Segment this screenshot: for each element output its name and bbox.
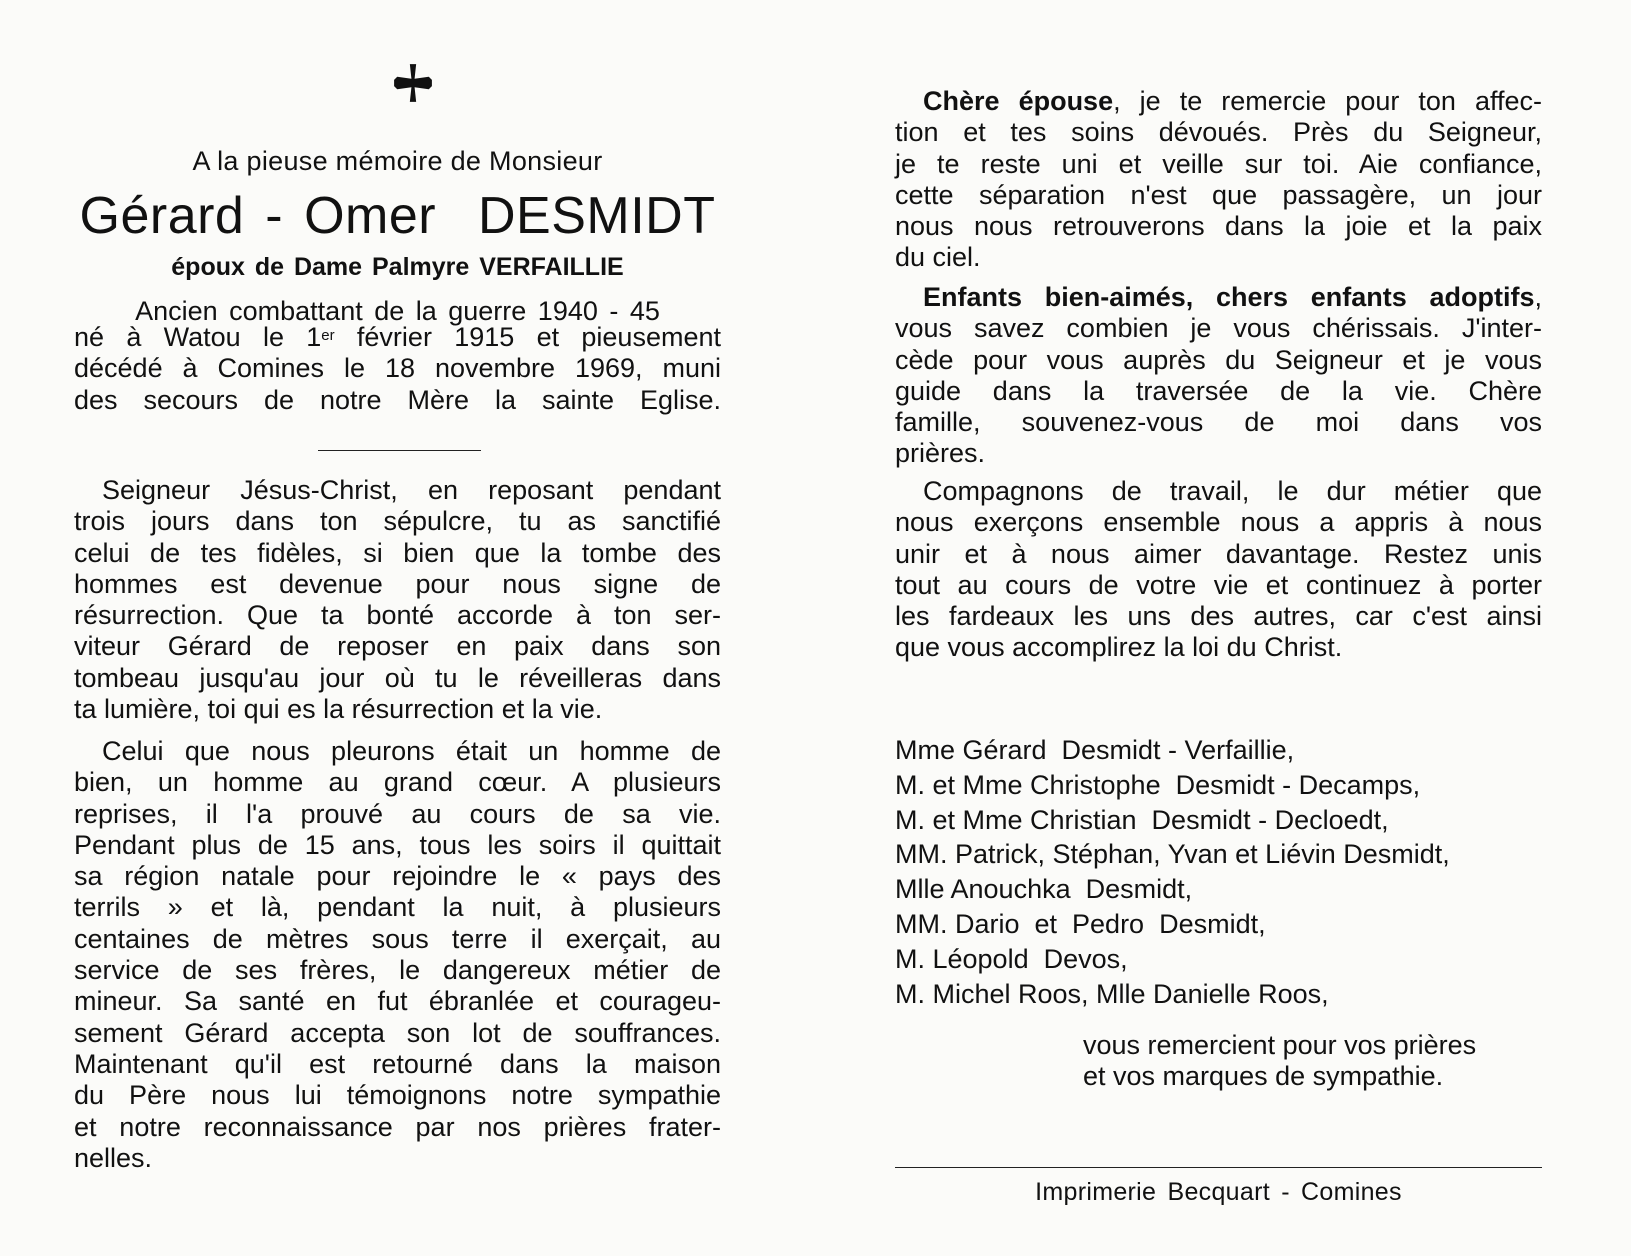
family-member-line: M. Léopold Devos, [895, 943, 1128, 974]
children-line: famille, souvenez-vous de moi dans vos [895, 407, 1542, 438]
family-member-line: M. et Mme Christian Desmidt - Decloedt, [895, 804, 1389, 835]
prayer-line: hommes est devenue pour nous signe de [74, 568, 721, 599]
tribute-line: service de ses frères, le dangereux métier de [74, 955, 721, 986]
colleagues-line: les fardeaux les uns des autres, car c'est ainsi [895, 601, 1542, 632]
colleagues-line: nous exerçons ensemble nous a appris à nous [895, 507, 1542, 538]
prayer-line: trois jours dans ton sépulcre, tu as sanctifié [74, 506, 721, 537]
wife-line: je te reste uni et veille sur toi. Aie confiance, [895, 148, 1542, 179]
prayer-paragraph [74, 475, 721, 725]
tribute-line: sa région natale pour rejoindre le « pays des [74, 861, 721, 892]
bio-line: des secours de notre Mère la sainte Eglise. [74, 384, 721, 415]
combatant-line: Ancien combattant de la guerre 1940 - 45 [135, 296, 660, 326]
cross-pattee-icon [392, 62, 434, 104]
tribute-line: Celui que nous pleurons était un homme de [102, 736, 721, 766]
tribute-line: et notre reconnaissance par nos prières frater- [74, 1111, 721, 1142]
tribute-line: bien, un homme au grand cœur. A plusieurs [74, 767, 721, 798]
tribute-line: mineur. Sa santé en fut ébranlée et courageu- [74, 986, 721, 1017]
separator-rule [318, 450, 481, 451]
wife-lead: Chère épouse [923, 86, 1114, 116]
colleagues-line: tout au cours de votre vie et continuez à porter [895, 569, 1542, 600]
bio-line: né à Watou le 1er février 1915 et pieusement [74, 322, 721, 352]
thanks-block [1083, 1030, 1542, 1093]
tribute-line: reprises, il l'a prouvé au cours de sa vie. [74, 798, 721, 829]
children-line: cède pour vous auprès du Seigneur et je vous [895, 344, 1542, 375]
tribute-line: nelles. [74, 1142, 153, 1173]
family-list [895, 733, 1542, 1011]
family-member-line: M. Michel Roos, Mlle Danielle Roos, [895, 978, 1329, 1009]
family-member-line: Mme Gérard Desmidt - Verfaillie, [895, 735, 1295, 765]
tribute-line: du Père nous lui témoignons notre sympathie [74, 1080, 721, 1111]
children-lead: Enfants bien-aimés, chers enfants adoptifs [923, 282, 1535, 312]
family-member-line: Mlle Anouchka Desmidt, [895, 874, 1193, 905]
tribute-line: terrils » et là, pendant la nuit, à plusieurs [74, 892, 721, 923]
tribute-line: Maintenant qu'il est retourné dans la maison [74, 1048, 721, 1079]
tribute-line: centaines de mètres sous terre il exerçait, au [74, 923, 721, 954]
colleagues-paragraph [895, 476, 1542, 664]
children-line: vous savez combien je vous chérissais. J'inter- [895, 313, 1542, 344]
children-paragraph [895, 282, 1542, 470]
children-line: prières. [895, 438, 986, 469]
memorial-intro: A la pieuse mémoire de Monsieur [192, 146, 603, 176]
children-line: guide dans la traversée de la vie. Chère [895, 375, 1542, 406]
thanks-line: et vos marques de sympathie. [1083, 1061, 1444, 1092]
bio-line: décédé à Comines le 18 novembre 1969, muni [74, 353, 721, 384]
tribute-paragraph [74, 736, 721, 1174]
colleagues-line: que vous accomplirez la loi du Christ. [895, 632, 1343, 663]
wife-line: cette séparation n'est que passagère, un jour [895, 179, 1542, 210]
prayer-line: viteur Gérard de reposer en paix dans son [74, 631, 721, 662]
wife-line: nous nous retrouverons dans la joie et la paix [895, 211, 1542, 242]
spouse-line: époux de Dame Palmyre VERFAILLIE [171, 253, 624, 281]
printer-credit: Imprimerie Becquart - Comines [1035, 1178, 1402, 1206]
bio-paragraph [74, 322, 721, 416]
family-member-line: M. et Mme Christophe Desmidt - Decamps, [895, 769, 1421, 800]
tribute-line: Pendant plus de 15 ans, tous les soirs il quittait [74, 829, 721, 860]
wife-paragraph [895, 86, 1542, 274]
footer-rule [895, 1167, 1542, 1168]
family-member-line: MM. Patrick, Stéphan, Yvan et Liévin Desmidt, [895, 839, 1450, 870]
prayer-line: tombeau jusqu'au jour où tu le réveilleras dans [74, 662, 721, 693]
colleagues-line: unir et à nous aimer davantage. Restez unis [895, 538, 1542, 569]
wife-line: du ciel. [895, 242, 981, 273]
tribute-line: sement Gérard accepta son lot de souffrances. [74, 1017, 721, 1048]
deceased-name: Gérard - Omer DESMIDT [79, 187, 716, 245]
prayer-line: résurrection. Que ta bonté accorde à ton ser- [74, 600, 721, 631]
prayer-line: Seigneur Jésus-Christ, en reposant pendant [102, 475, 721, 505]
thanks-line: vous remercient pour vos prières [1083, 1030, 1477, 1060]
wife-line: Chère épouse, je te remercie pour ton affec- [923, 86, 1542, 116]
wife-line: tion et tes soins dévoués. Près du Seigneur, [895, 117, 1542, 148]
prayer-line: ta lumière, toi qui es la résurrection et la vie. [74, 694, 603, 725]
family-member-line: MM. Dario et Pedro Desmidt, [895, 908, 1266, 939]
colleagues-line: Compagnons de travail, le dur métier que [923, 476, 1542, 506]
children-line: Enfants bien-aimés, chers enfants adoptifs, [923, 282, 1542, 312]
prayer-line: celui de tes fidèles, si bien que la tombe des [74, 537, 721, 568]
